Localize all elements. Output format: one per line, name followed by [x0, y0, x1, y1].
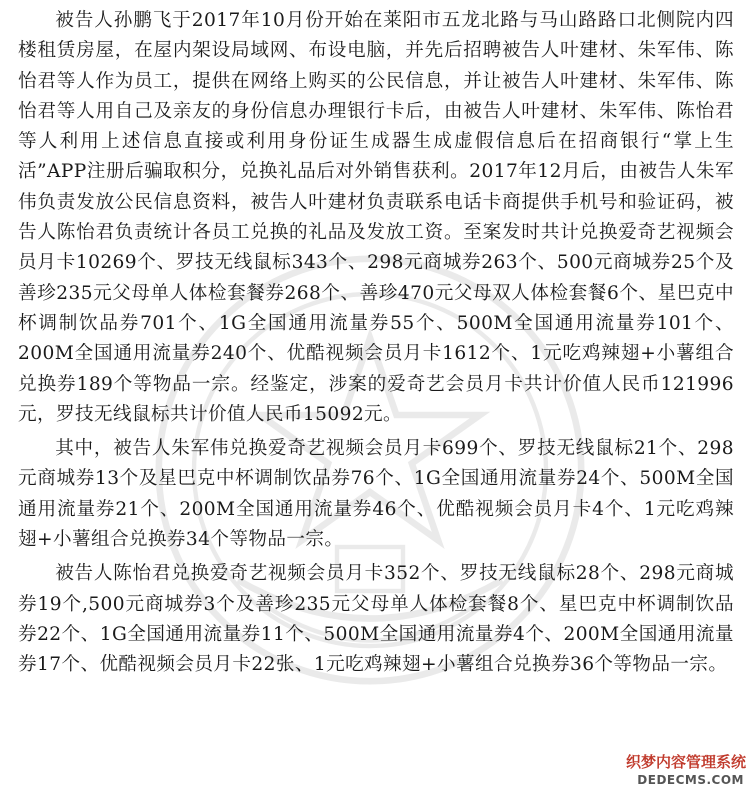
- paragraph-zhu-junwei: 其中，被告人朱军伟兑换爱奇艺视频会员月卡699个、罗技无线鼠标21个、298元商城券13个及星巴克中杯调制饮品券76个、1G全国通用流量券24个、500M全国通用流量券21个、200M全国通用流量券46个、优酷视频会员月卡4个、1元吃鸡辣翅+小薯组合兑换券34个等物品一宗。: [18, 438, 734, 551]
- paragraph-chen-yijun: 被告人陈怡君兑换爱奇艺视频会员月卡352个、罗技无线鼠标28个、298元商城券19个,500元商城券3个及善珍235元父母单人体检套餐8个、星巴克中杯调制饮品券22个、1G全国通用流量券11个、500M全国通用流量券4个、200M全国通用流量券17个、优酷视频会员月卡22张、1元吃鸡辣翅+小薯组合兑换券36个等物品一宗。: [18, 563, 734, 676]
- site-watermark: [608, 751, 746, 795]
- judgment-text: [18, 6, 734, 685]
- watermark-site-url: DEDECMS.COM: [637, 773, 744, 787]
- paragraph-facts: 被告人孙鹏飞于2017年10月份开始在莱阳市五龙北路与马山路路口北侧院内四楼租赁房屋，在屋内架设局域网、布设电脑，并先后招聘被告人叶建材、朱军伟、陈怡君等人作为员工，提供在网络上购买的公民信息，并让被告人叶建材、朱军伟、陈怡君等人用自己及亲友的身份信息办理银行卡后，由被告人叶建材、朱军伟、陈怡君等人利用上述信息直接或利用身份证生成器生成虚假信息后在招商银行“掌上生活”APP注册后骗取积分，兑换礼品后对外销售获利。2017年12月后，由被告人朱军伟负责发放公民信息资料，被告人叶建材负责联系电话卡商提供手机号和验证码，被告人陈怡君负责统计各员工兑换的礼品及发放工资。至案发时共计兑换爱奇艺视频会员月卡10269个、罗技无线鼠标343个、298元商城券263个、500元商城券25个及善珍235元父母单人体检套餐券268个、善珍470元父母双人体检套餐6个、星巴克中杯调制饮品券701个、1G全国通用流量券55个、500M全国通用流量券101个、200M全国通用流量券240个、优酷视频会员月卡1612个、1元吃鸡辣翅+小薯组合兑换券189个等物品一宗。经鉴定，涉案的爱奇艺会员月卡共计价值人民币121996元，罗技无线鼠标共计价值人民币15092元。: [18, 10, 734, 425]
- watermark-site-name: 织梦内容管理系统: [625, 753, 746, 771]
